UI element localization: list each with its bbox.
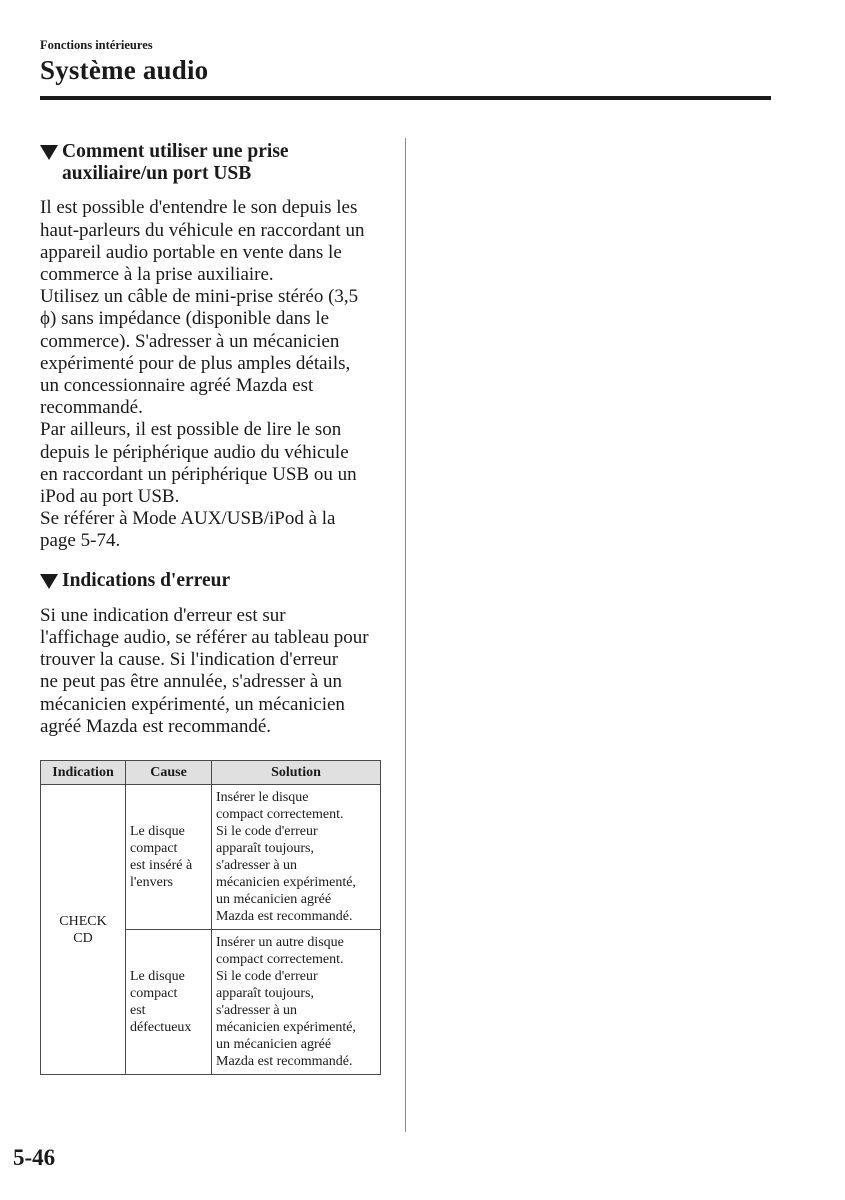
indication-cell [41, 785, 126, 1075]
table-row [41, 785, 381, 930]
title-rule [40, 96, 771, 100]
cause-line: est inséré à [130, 858, 193, 873]
heading-error-indications [40, 570, 385, 592]
error-table [40, 760, 381, 1075]
text-line: l'affichage audio, se référer au tableau pour [40, 627, 369, 649]
heading-aux-usb [40, 141, 385, 185]
solution-line: Mazda est recommandé. [216, 909, 353, 924]
solution-line: Insérer un autre disque [216, 935, 344, 950]
text-line: trouver la cause. Si l'indication d'erreur [40, 649, 339, 671]
section-label: Fonctions intérieures [40, 38, 153, 52]
cause-line: défectueux [130, 1020, 192, 1035]
cause-line: Le disque [130, 824, 185, 839]
solution-line: Mazda est recommandé. [216, 1054, 353, 1069]
text-line: Il est possible d'entendre le son depuis les [40, 197, 358, 219]
solution-line: mécanicien expérimenté, [216, 875, 356, 890]
text-line: Par ailleurs, il est possible de lire le son [40, 419, 342, 441]
text-line: commerce à la prise auxiliaire. [40, 264, 274, 286]
cause-line: Le disque [130, 969, 185, 984]
text-line: Utilisez un câble de mini-prise stéréo (3,5 [40, 286, 359, 308]
triangle-bullet-icon [40, 570, 62, 592]
text-line: Si une indication d'erreur est sur [40, 604, 286, 626]
column-divider [405, 138, 406, 1132]
cause-line: compact [130, 841, 178, 856]
solution-line: apparaît toujours, [216, 841, 314, 856]
text-line: iPod au port USB. [40, 486, 180, 508]
solution-line: compact correctement. [216, 952, 344, 967]
solution-cell [212, 785, 381, 930]
text-line: recommandé. [40, 397, 143, 419]
text-line: ne peut pas être annulée, s'adresser à un [40, 671, 343, 693]
solution-line: compact correctement. [216, 807, 344, 822]
cause-cell [126, 785, 212, 930]
text-line: un concessionnaire agréé Mazda est [40, 375, 314, 397]
text-line: agréé Mazda est recommandé. [40, 715, 272, 737]
text-line: Se référer à Mode AUX/USB/iPod à la [40, 508, 336, 530]
page-title: Système audio [40, 55, 209, 85]
text-line: page 5-74. [40, 530, 121, 552]
solution-line: un mécanicien agréé [216, 892, 332, 907]
text-line: appareil audio portable en vente dans le [40, 241, 342, 263]
text-line: mécanicien expérimenté, un mécanicien [40, 693, 345, 715]
page-number: 5-46 [13, 1145, 56, 1170]
solution-line: Si le code d'erreur [216, 969, 318, 984]
header-cause: Cause [126, 761, 212, 785]
text-line: ϕ) sans impédance (disponible dans le [40, 308, 330, 330]
cause-line: est [130, 1003, 146, 1018]
indication-line: CHECK [59, 913, 107, 929]
text-line: commerce). S'adresser à un mécanicien [40, 330, 340, 352]
solution-line: s'adresser à un [216, 858, 298, 873]
heading-line: auxiliaire/un port USB [62, 163, 252, 185]
table-header-row [41, 761, 381, 785]
text-line: haut-parleurs du véhicule en raccordant un [40, 219, 365, 241]
triangle-bullet-icon [40, 141, 62, 185]
paragraph-aux-usb [40, 197, 385, 552]
cause-line: compact [130, 986, 178, 1001]
header-solution: Solution [212, 761, 381, 785]
solution-line: un mécanicien agréé [216, 1037, 332, 1052]
heading-line: Indications d'erreur [62, 569, 231, 591]
solution-cell [212, 930, 381, 1075]
paragraph-error-indications [40, 605, 385, 738]
solution-line: s'adresser à un [216, 1003, 298, 1018]
indication-line: CD [73, 930, 93, 946]
cause-cell [126, 930, 212, 1075]
solution-line: mécanicien expérimenté, [216, 1020, 356, 1035]
text-line: depuis le périphérique audio du véhicule [40, 441, 349, 463]
cause-line: l'envers [130, 875, 173, 890]
solution-line: Si le code d'erreur [216, 824, 318, 839]
text-line: en raccordant un périphérique USB ou un [40, 463, 357, 485]
header-indication: Indication [41, 761, 126, 785]
left-column [40, 141, 385, 738]
solution-line: Insérer le disque [216, 790, 309, 805]
text-line: expérimenté pour de plus amples détails, [40, 352, 351, 374]
heading-line: Comment utiliser une prise [62, 141, 289, 162]
solution-line: apparaît toujours, [216, 986, 314, 1001]
